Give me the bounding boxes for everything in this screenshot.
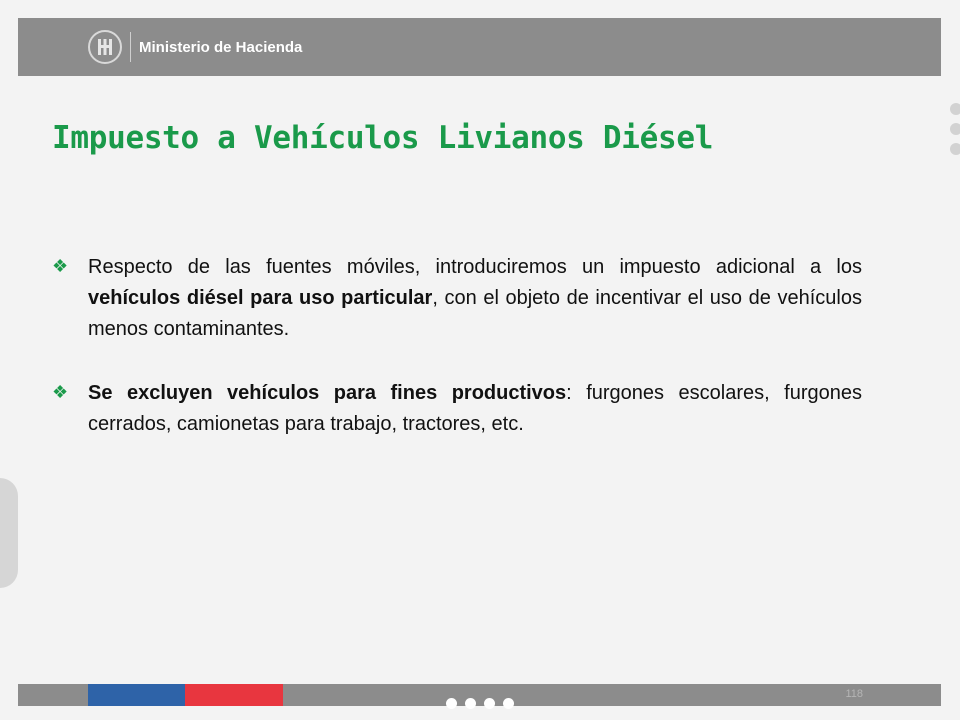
bullet-item xyxy=(52,378,862,440)
bullet-text xyxy=(88,378,862,440)
bullet-text-plain: Respecto de las fuentes móviles, introduciremos un impuesto adicional a los xyxy=(88,256,862,278)
logo-separator xyxy=(130,32,131,62)
diamond-bullet-icon: ❖ xyxy=(52,256,69,276)
ministry-logo xyxy=(88,28,302,66)
flag-stripe-red xyxy=(185,684,283,706)
slide-title: Impuesto a Vehículos Livianos Diésel xyxy=(52,120,714,156)
decor-dot xyxy=(484,698,495,709)
diamond-bullet-icon: ❖ xyxy=(52,382,69,402)
decor-dot xyxy=(950,143,960,155)
page-number: 118 xyxy=(845,688,863,700)
bullet-text-plain: , con el objeto de incentivar el uso de vehículos menos contaminantes. xyxy=(88,287,862,340)
bullet-text-plain: : furgones escolares, furgones cerrados, camionetas para trabajo, tractores, etc. xyxy=(88,382,862,435)
logo-text: Ministerio de Hacienda xyxy=(139,38,303,56)
footer-dot-decoration xyxy=(446,698,522,709)
footer-bar xyxy=(18,684,941,706)
flag-stripe-blue xyxy=(88,684,185,706)
left-decoration xyxy=(0,478,18,588)
ministry-emblem-icon xyxy=(88,30,122,64)
header-bar xyxy=(18,18,941,76)
bullet-text-bold: Se excluyen vehículos para fines productivos xyxy=(88,382,567,404)
right-dot-decoration xyxy=(946,103,960,163)
bullet-item xyxy=(52,252,862,345)
bullet-text-bold: vehículos diésel para uso particular xyxy=(88,287,433,309)
decor-dot xyxy=(465,698,476,709)
decor-dot xyxy=(446,698,457,709)
decor-dot xyxy=(950,123,960,135)
slide-content xyxy=(52,252,862,473)
decor-dot xyxy=(503,698,514,709)
bullet-text xyxy=(88,252,862,345)
decor-dot xyxy=(950,103,960,115)
